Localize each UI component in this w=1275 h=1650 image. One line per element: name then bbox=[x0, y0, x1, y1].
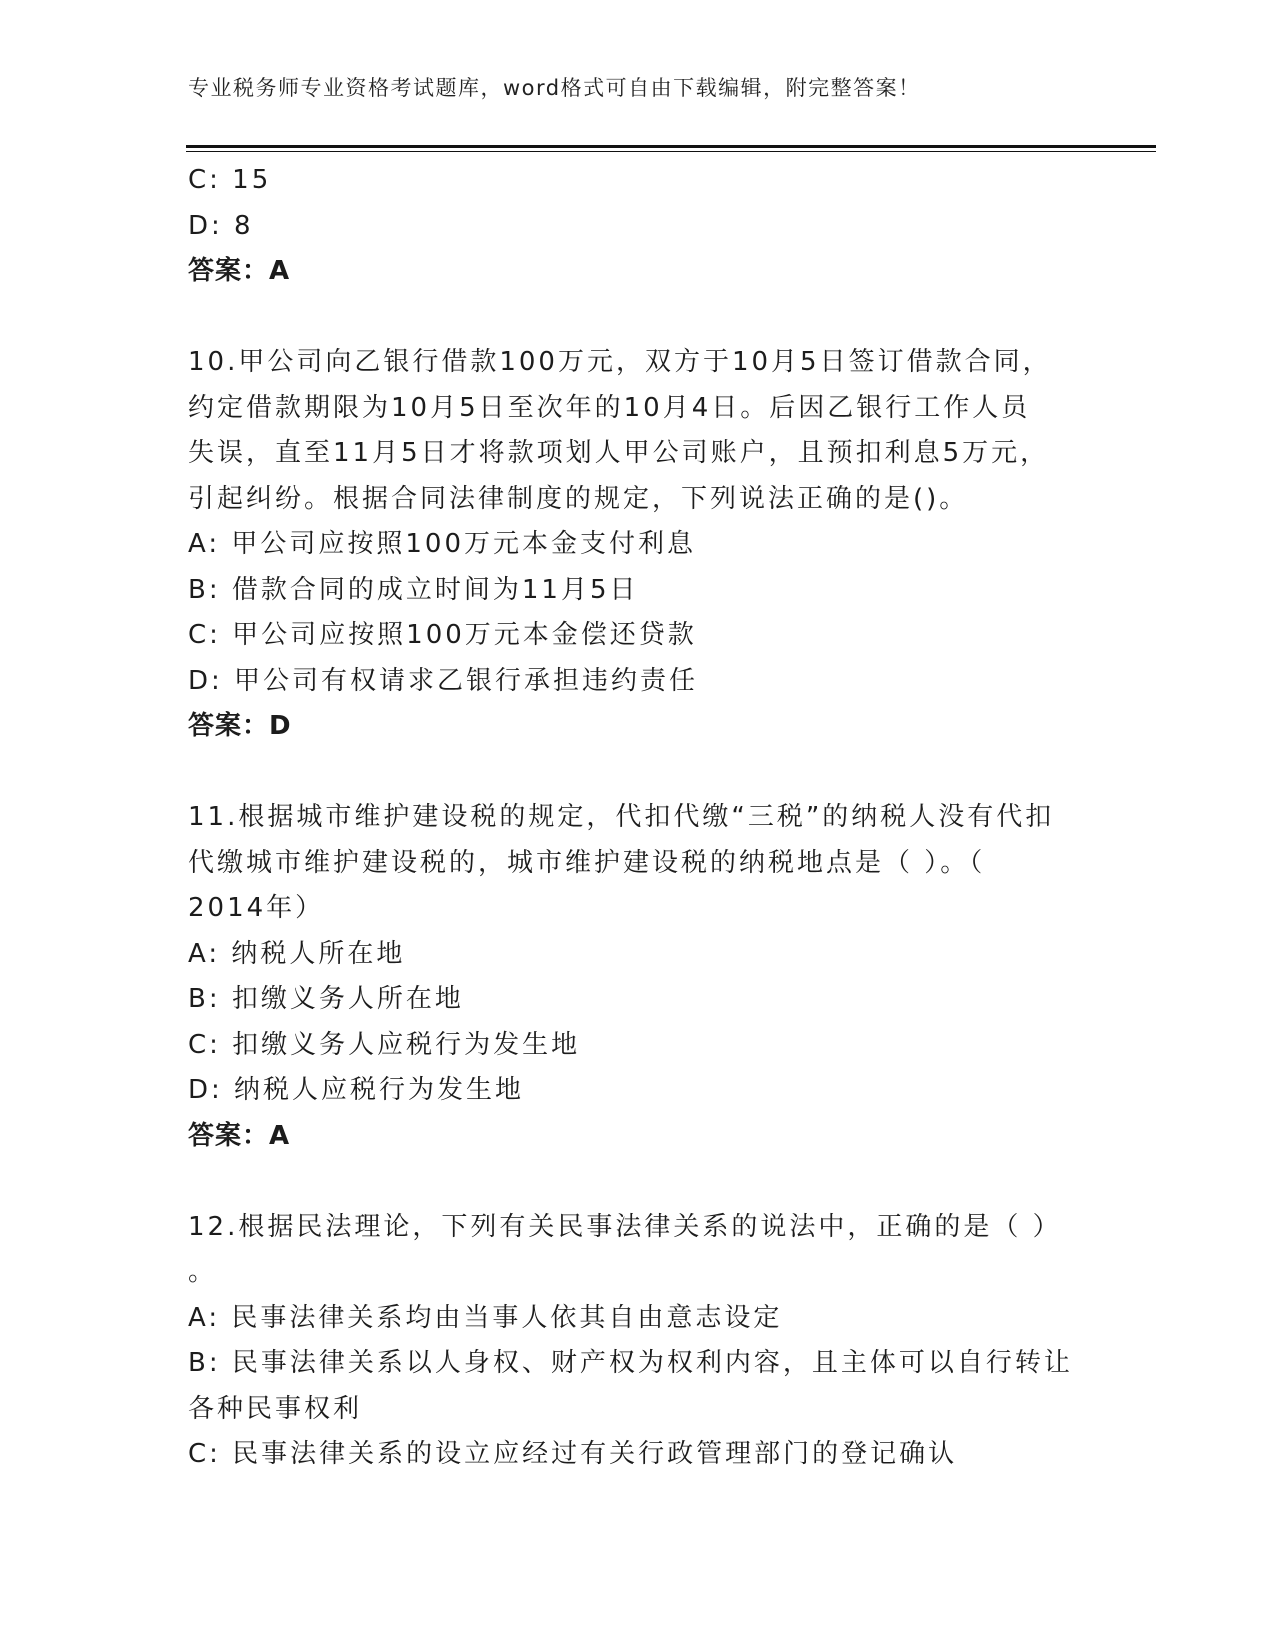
question-stem-line: 引起纠纷。根据合同法律制度的规定，下列说法正确的是()。 bbox=[188, 483, 969, 514]
option-a: A: 甲公司应按照100万元本金支付利息 bbox=[188, 529, 696, 559]
option-d: D: 8 bbox=[188, 210, 254, 241]
option-d: D: 纳税人应税行为发生地 bbox=[188, 1075, 525, 1105]
answer-line: 答案：A bbox=[188, 256, 291, 286]
answer-line: 答案：A bbox=[188, 1120, 291, 1151]
option-b: B: 民事法律关系以人身权、财产权为权利内容，且主体可以自行转让 bbox=[188, 1348, 1073, 1378]
question-content bbox=[188, 158, 1088, 1478]
option-c: C: 民事法律关系的设立应经过有关行政管理部门的登记确认 bbox=[188, 1439, 958, 1469]
question-stem-line: 10.甲公司向乙银行借款100万元，双方于10月5日签订借款合同， bbox=[188, 347, 1052, 377]
spacer bbox=[188, 1159, 1088, 1205]
question-stem-line: 代缴城市维护建设税的，城市维护建设税的纳税地点是（ ）。（ bbox=[188, 847, 986, 878]
question-stem-line: 失误，直至11月5日才将款项划人甲公司账户，且预扣利息5万元， bbox=[188, 438, 1050, 468]
question-stem-line: 2014年） bbox=[188, 893, 325, 923]
spacer bbox=[188, 750, 1088, 796]
question-stem-line: 。 bbox=[188, 1257, 218, 1287]
option-b-continued: 各种民事权利 bbox=[188, 1393, 363, 1424]
page-header: 专业税务师专业资格考试题库，word格式可自由下载编辑，附完整答案！ bbox=[188, 76, 921, 100]
header-rule-thin bbox=[186, 151, 1156, 152]
option-a: A: 纳税人所在地 bbox=[188, 938, 406, 969]
option-c: C: 扣缴义务人应税行为发生地 bbox=[188, 1029, 581, 1060]
spacer bbox=[188, 295, 1088, 341]
question-stem-line: 12.根据民法理论，下列有关民事法律关系的说法中，正确的是（ ） bbox=[188, 1211, 1062, 1242]
question-stem-line: 约定借款期限为10月5日至次年的10月4日。后因乙银行工作人员 bbox=[188, 392, 1031, 423]
option-c: C: 15 bbox=[188, 165, 272, 195]
header-rule-thick bbox=[186, 145, 1156, 148]
option-d: D: 甲公司有权请求乙银行承担违约责任 bbox=[188, 665, 699, 696]
option-c: C: 甲公司应按照100万元本金偿还贷款 bbox=[188, 620, 697, 650]
question-stem-line: 11.根据城市维护建设税的规定，代扣代缴“三税”的纳税人没有代扣 bbox=[188, 802, 1055, 832]
answer-line: 答案：D bbox=[188, 711, 292, 741]
option-b: B: 扣缴义务人所在地 bbox=[188, 984, 464, 1014]
option-a: A: 民事法律关系均由当事人依其自由意志设定 bbox=[188, 1302, 783, 1333]
option-b: B: 借款合同的成立时间为11月5日 bbox=[188, 574, 639, 605]
